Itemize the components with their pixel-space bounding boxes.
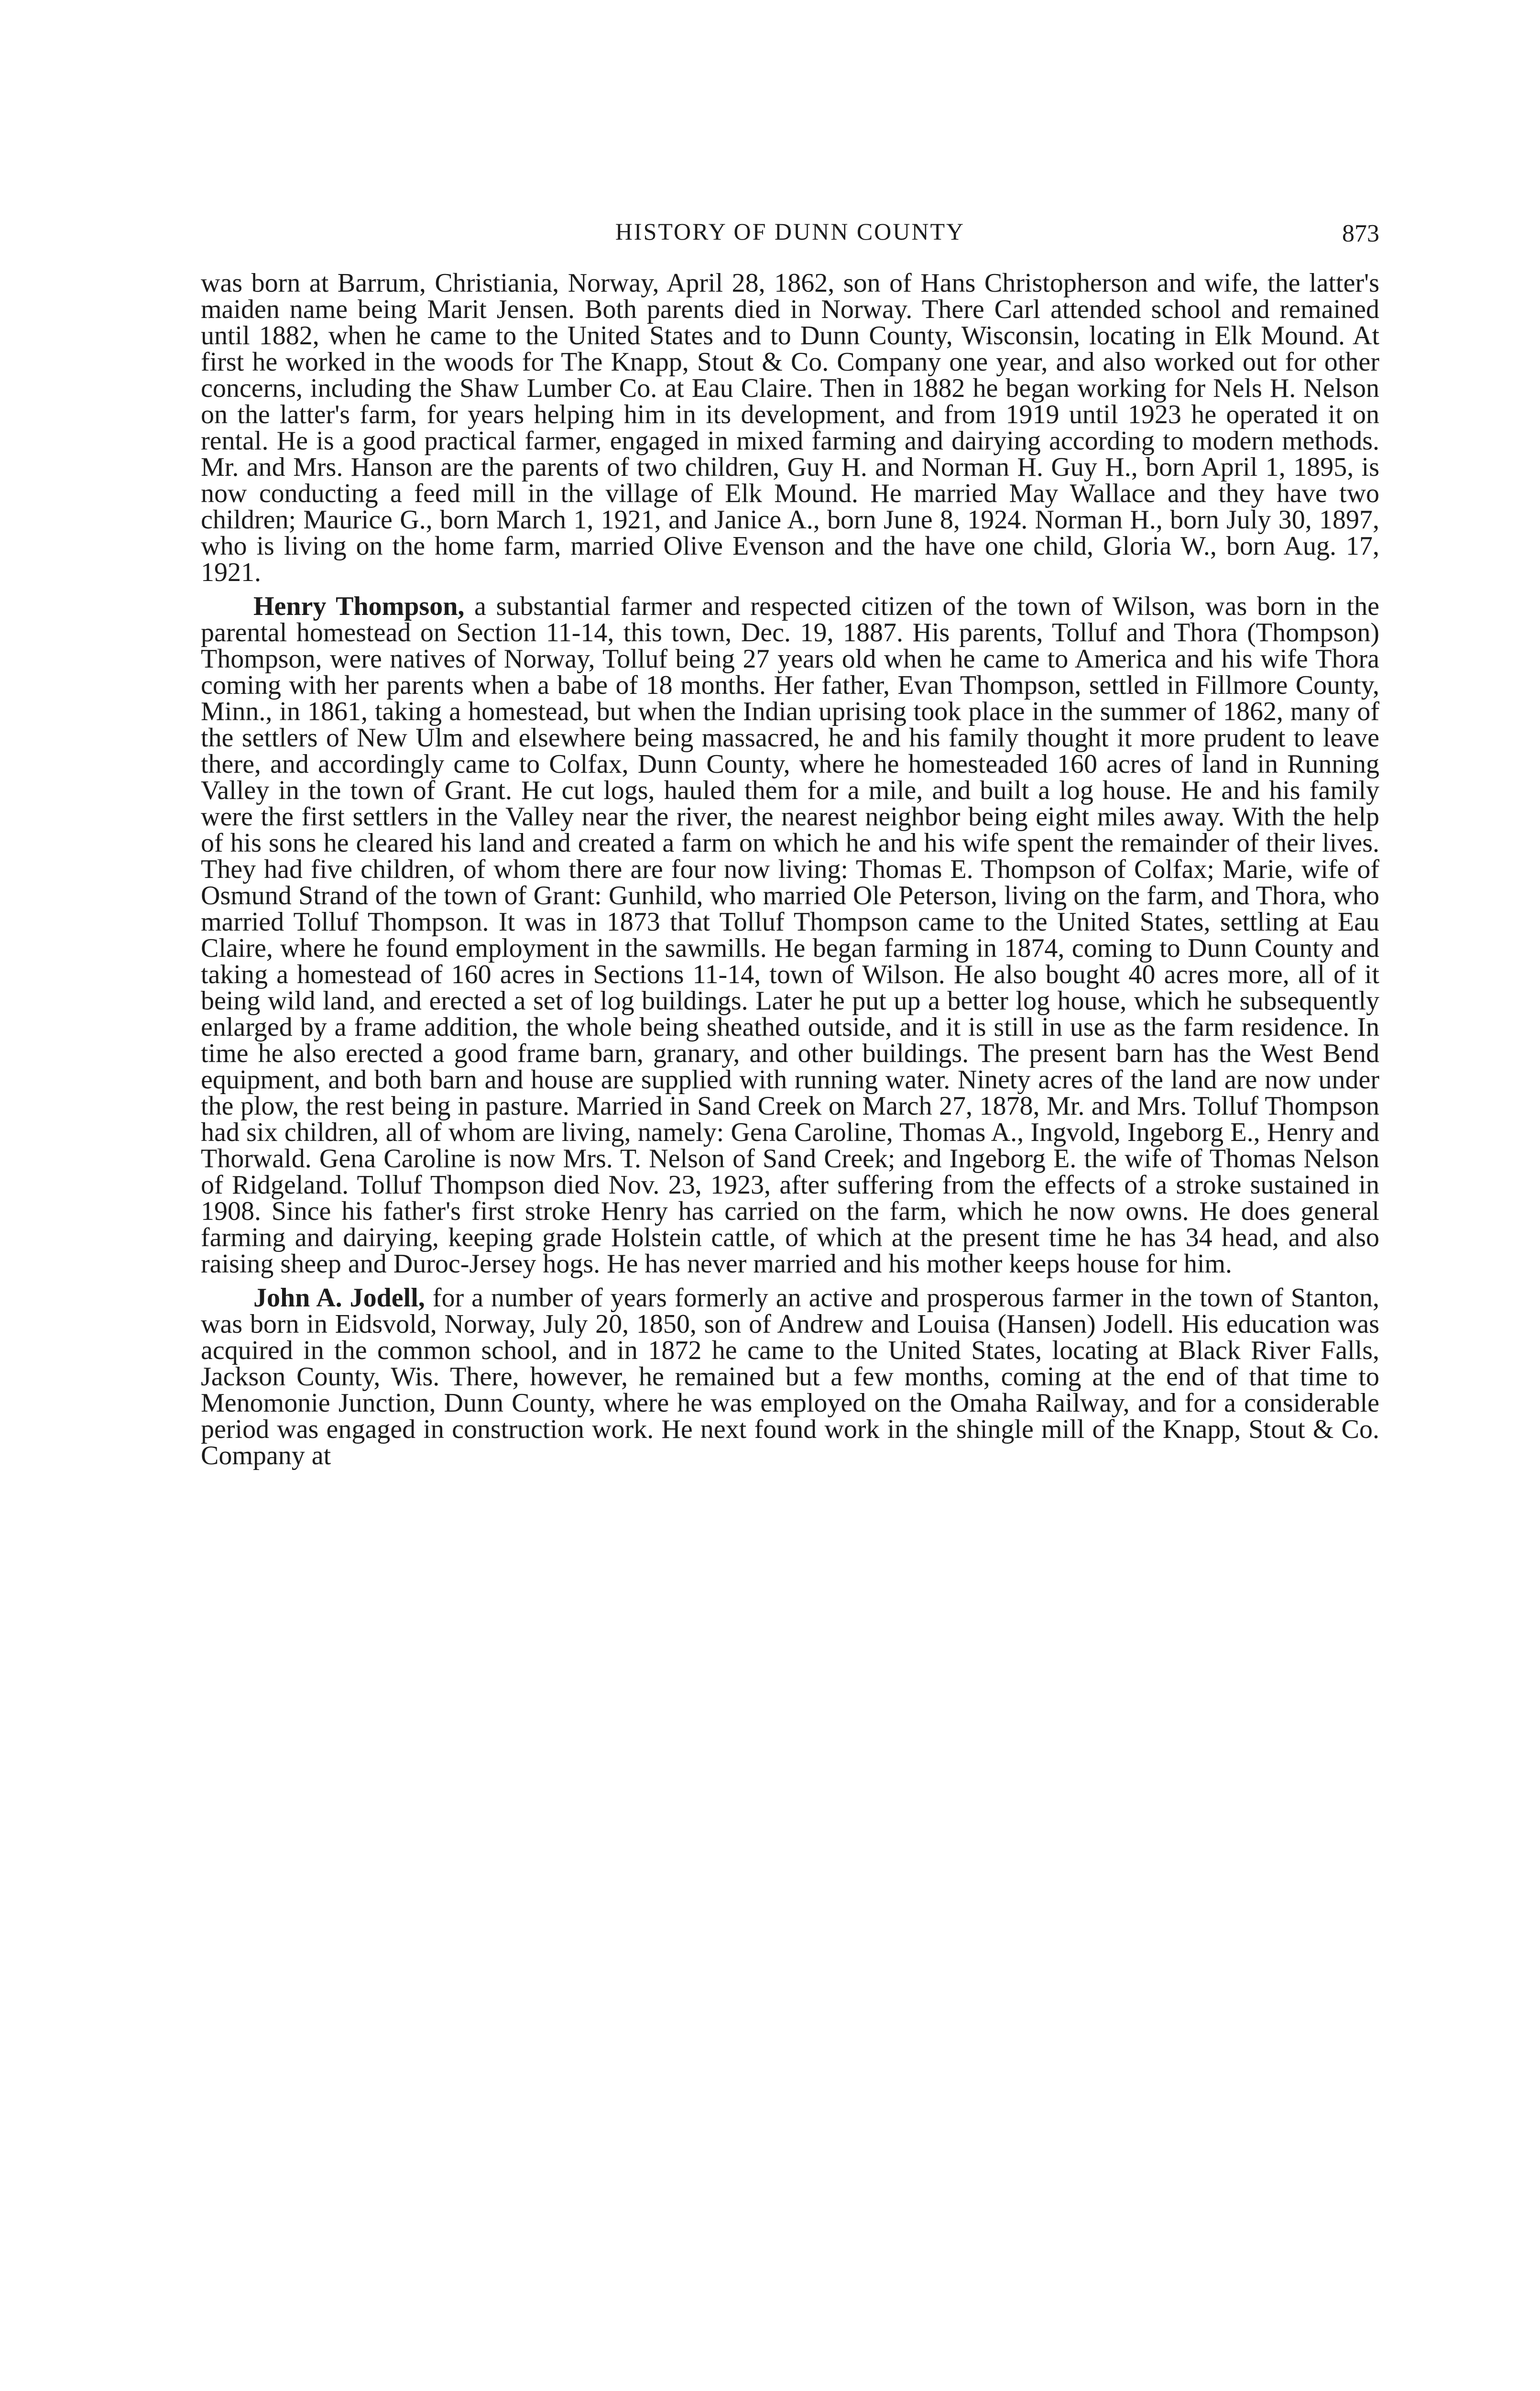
paragraph-hanson-continued (201, 270, 1379, 586)
paragraph-john-jodell (201, 1285, 1379, 1469)
paragraph-text: a substantial farmer and respected citizen of the town of Wilson, was born in the parental homestead on Section 11-14, this town, Dec. 19, 1887. His parents, Tolluf and Thora (Thompson) Thompson, were natives of Norway, Tolluf being 27 years old when he came to America and his wife Thora coming with her parents when a babe of 18 months. Her father, Evan Thompson, settled in Fillmore County, Minn., in 1861, taking a homestead, but when the Indian uprising took place in the summer of 1862, many of the settlers of New Ulm and elsewhere being massacred, he and his family thought it more prudent to leave there, and accordingly came to Colfax, Dunn County, where he homesteaded 160 acres of land in Running Valley in the town of Grant. He cut logs, hauled them for a mile, and built a log house. He and his family were the first settlers in the Valley near the river, the nearest neighbor being eight miles away. With the help of his sons he cleared his land and created a farm on which he and his wife spent the remainder of their lives. They had five children, of whom there are four now living: Thomas E. Thompson of Colfax; Marie, wife of Osmund Strand of the town of Grant: Gunhild, who married Ole Peterson, living on the farm, and Thora, who married Tolluf Thompson. It was in 1873 that Tolluf Thompson came to the United States, settling at Eau Claire, where he found employment in the sawmills. He began farming in 1874, coming to Dunn County and taking a homestead of 160 acres in Sections 11-14, town of Wilson. He also bought 40 acres more, all of it being wild land, and erected a set of log buildings. Later he put up a better log house, which he subsequently enlarged by a frame addition, the whole being sheathed outside, and it is still in use as the farm residence. In time he also erected a good frame barn, granary, and other buildings. The present barn has the West Bend equipment, and both barn and house are supplied with running water. Ninety acres of the land are now under the plow, the rest being in pasture. Married in Sand Creek on March 27, 1878, Mr. and Mrs. Tolluf Thompson had six children, all of whom are living, namely: Gena Caroline, Thomas A., Ingvold, Ingeborg E., Henry and Thorwald. Gena Caroline is now Mrs. T. Nelson of Sand Creek; and Ingeborg E. the wife of Thomas Nelson of Ridgeland. Tolluf Thompson died Nov. 23, 1923, after suffering from the effects of a stroke sustained in 1908. Since his father's first stroke Henry has carried on the farm, which he now owns. He does general farming and dairying, keeping grade Holstein cattle, of which at the present time he has 34 head, and also raising sheep and Duroc-Jersey hogs. He has never married and his mother keeps house for him. (201, 592, 1379, 1279)
paragraph-lead-name: John A. Jodell, (253, 1283, 425, 1313)
paragraph-text: for a number of years formerly an active and prosperous farmer in the town of Stanton, was born in Eidsvold, Norway, July 20, 1850, son of Andrew and Louisa (Hansen) Jodell. His education was acquired in the common school, and in 1872 he came to the United States, locating at Black River Falls, Jackson County, Wis. There, however, he remained but a few months, coming at the end of that time to Menomonie Junction, Dunn County, where he was employed on the Omaha Railway, and for a considerable period was engaged in construction work. He next found work in the shingle mill of the Knapp, Stout & Co. Company at (201, 1283, 1379, 1470)
paragraph-henry-thompson (201, 593, 1379, 1277)
page-header (201, 218, 1379, 251)
paragraph-text: was born at Barrum, Christiania, Norway, April 28, 1862, son of Hans Christopherson and wife, the latter's maiden name being Marit Jensen. Both parents died in Norway. There Carl attended school and remained until 1882, when he came to the United States and to Dunn County, Wisconsin, locating in Elk Mound. At first he worked in the woods for The Knapp, Stout & Co. Company one year, and also worked out for other concerns, including the Shaw Lumber Co. at Eau Claire. Then in 1882 he began working for Nels H. Nelson on the latter's farm, for years helping him in its development, and from 1919 until 1923 he operated it on rental. He is a good practical farmer, engaged in mixed farming and dairying according to modern methods. Mr. and Mrs. Hanson are the parents of two children, Guy H. and Norman H. Guy H., born April 1, 1895, is now conducting a feed mill in the village of Elk Mound. He married May Wallace and they have two children; Maurice G., born March 1, 1921, and Janice A., born June 8, 1924. Norman H., born July 30, 1897, who is living on the home farm, married Olive Evenson and the have one child, Gloria W., born Aug. 17, 1921. (201, 268, 1379, 587)
body-text (201, 270, 1379, 1477)
page-number: 873 (1342, 220, 1379, 247)
running-head: HISTORY OF DUNN COUNTY (615, 218, 965, 245)
paragraph-lead-name: Henry Thompson, (253, 592, 465, 621)
